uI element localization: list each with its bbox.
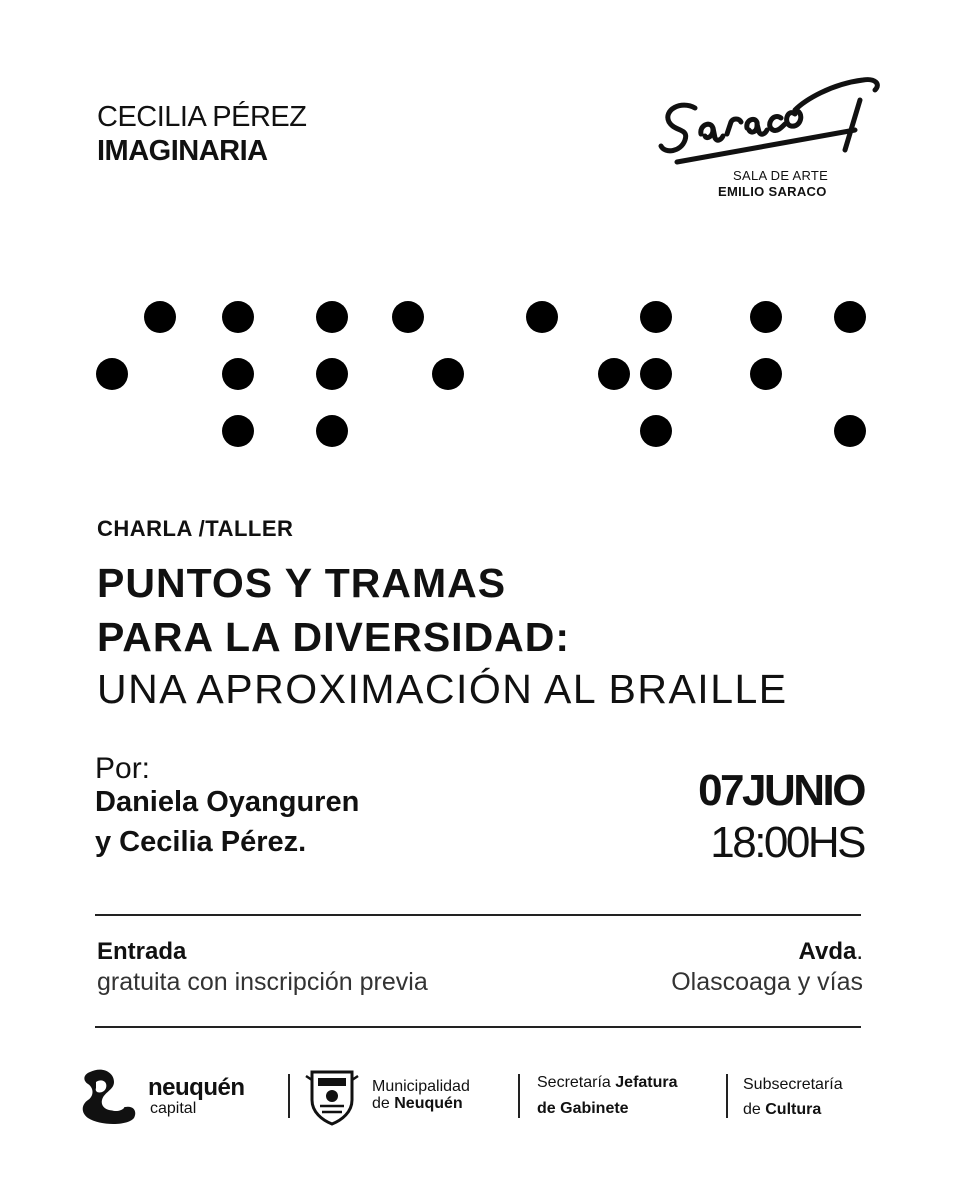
secretaria-bold: Jefatura [615, 1074, 678, 1091]
artist-block [97, 100, 306, 168]
braille-dot [96, 358, 128, 390]
muni-line-2 [372, 1095, 463, 1113]
secretaria-line-1 [537, 1074, 678, 1092]
braille-dot [640, 301, 672, 333]
braille-dot [834, 301, 866, 333]
address-label [799, 938, 863, 966]
footer-separator [288, 1074, 290, 1118]
braille-dot [392, 301, 424, 333]
event-time: 18:00HS [710, 818, 864, 867]
secretaria-line-2: de Gabinete [537, 1100, 629, 1117]
braille-dot [222, 358, 254, 390]
logo-line-1: SALA DE ARTE [733, 168, 829, 183]
footer-separator [518, 1074, 520, 1118]
entry-label: Entrada [97, 938, 187, 965]
event-date: 07JUNIO [698, 766, 864, 815]
muni-line-2-bold: Neuquén [394, 1095, 463, 1112]
neuquen-capital-logo-icon [80, 1064, 142, 1126]
exhibition-title: IMAGINARIA [97, 135, 268, 167]
municipal-crest-icon [304, 1066, 360, 1126]
speaker-line-1: Daniela Oyanguren [95, 786, 360, 818]
braille-dot [222, 301, 254, 333]
address-label-suffix: . [856, 938, 863, 965]
braille-dot [316, 301, 348, 333]
braille-dot [750, 358, 782, 390]
event-title-line-2: PARA LA DIVERSIDAD: [97, 614, 571, 660]
event-subtitle: UNA APROXIMACIÓN AL BRAILLE [97, 666, 788, 712]
artist-name: CECILIA PÉREZ [97, 101, 307, 133]
subsecretaria-line-2 [743, 1101, 821, 1119]
address-label-text: Avda [798, 938, 857, 965]
footer-separator [726, 1074, 728, 1118]
braille-dot [432, 358, 464, 390]
neuquen-sub: capital [150, 1100, 197, 1117]
braille-dot [598, 358, 630, 390]
braille-dot [640, 415, 672, 447]
secretaria-prefix: Secretaría [537, 1074, 616, 1091]
saraco-logo [655, 70, 885, 210]
by-label: Por: [95, 752, 151, 785]
divider-top [95, 914, 861, 916]
braille-dot [316, 415, 348, 447]
braille-dot [640, 358, 672, 390]
entry-value: gratuita con inscripción previa [97, 968, 428, 996]
neuquen-name: neuquén [148, 1074, 245, 1101]
subsecretaria-line-1: Subsecretaría [743, 1076, 843, 1093]
braille-dot [316, 358, 348, 390]
subsecretaria-bold: Cultura [765, 1101, 822, 1118]
event-title-line-1: PUNTOS Y TRAMAS [97, 560, 507, 606]
braille-dot [750, 301, 782, 333]
logo-line-2: EMILIO SARACO [718, 184, 827, 199]
braille-dot [834, 415, 866, 447]
subsecretaria-prefix: de [743, 1101, 766, 1118]
saraco-signature-icon [655, 70, 885, 170]
braille-dot [144, 301, 176, 333]
speaker-line-2: y Cecilia Pérez. [95, 826, 307, 858]
braille-dot [222, 415, 254, 447]
event-kicker: CHARLA /TALLER [97, 516, 294, 541]
divider-bottom [95, 1026, 861, 1028]
muni-line-1: Municipalidad [372, 1078, 470, 1095]
braille-dot [526, 301, 558, 333]
muni-line-2-prefix: de [372, 1095, 395, 1112]
address-value: Olascoaga y vías [671, 968, 863, 996]
